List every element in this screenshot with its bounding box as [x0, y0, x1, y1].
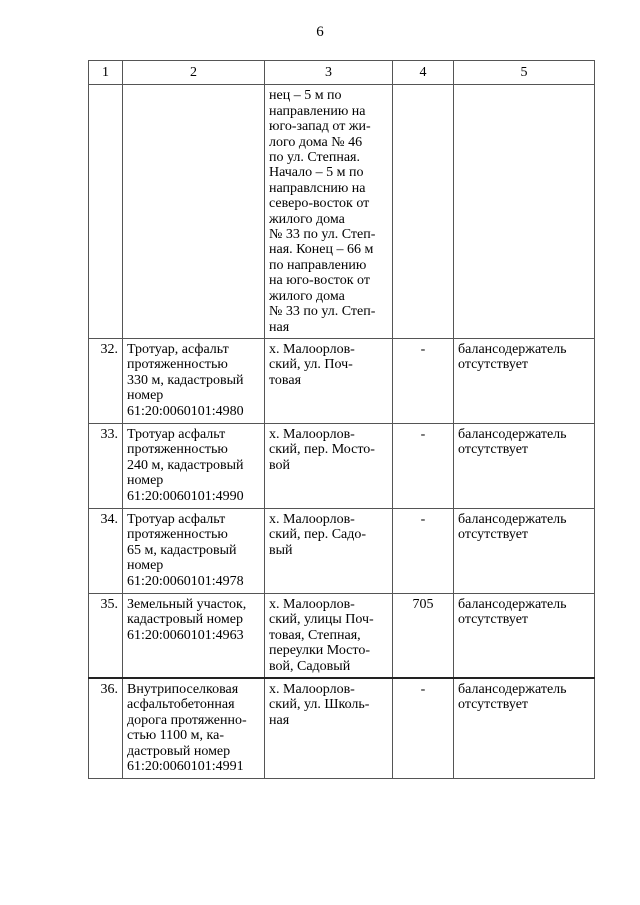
cell-holder — [454, 338, 595, 423]
header-col-1: 1 — [89, 61, 123, 85]
location-line: по направлению — [269, 257, 367, 273]
table-header — [89, 61, 595, 85]
cell-num: 33. — [89, 423, 123, 508]
location-line: товая, Степная, — [269, 627, 361, 643]
cell-location — [265, 338, 393, 423]
location-line: ский, пер. Садо- — [269, 527, 367, 543]
cell-holder — [454, 594, 595, 679]
cell-area — [393, 85, 454, 339]
location-line: вой — [269, 457, 291, 473]
location-line: № 33 по ул. Степ- — [269, 227, 376, 243]
description-line: Тротуар асфальт — [127, 426, 226, 442]
description-line: протяженностью — [127, 442, 228, 458]
location-line: по ул. Степная. — [269, 150, 360, 166]
cell-area: - — [393, 678, 454, 779]
table-row — [89, 678, 595, 779]
cell-description — [123, 85, 265, 339]
description-line: Тротуар, асфальт — [127, 341, 229, 357]
cell-holder — [454, 85, 595, 339]
location-line: х. Малоорлов- — [269, 341, 355, 357]
description-line: 61:20:0060101:4991 — [127, 759, 244, 775]
description-line: кадастровый номер — [127, 612, 243, 628]
description-line: номер — [127, 388, 164, 404]
description-line: 65 м, кадастровый — [127, 542, 237, 558]
description-line: 61:20:0060101:4978 — [127, 573, 244, 589]
cell-description — [123, 338, 265, 423]
holder-line: отсутствует — [458, 357, 529, 373]
location-line: жилого дома — [269, 288, 345, 304]
cell-area: - — [393, 508, 454, 593]
holder-line: балансодержатель — [458, 682, 567, 698]
cell-area: 705 — [393, 594, 454, 679]
cell-num: 32. — [89, 338, 123, 423]
description-line: номер — [127, 473, 164, 489]
cell-description — [123, 423, 265, 508]
cell-holder — [454, 508, 595, 593]
holder-line: отсутствует — [458, 612, 529, 628]
description-line: Тротуар асфальт — [127, 511, 226, 527]
description-line: стью 1100 м, ка- — [127, 728, 224, 744]
cell-location — [265, 594, 393, 679]
description-line: 330 м, кадастровый — [127, 372, 244, 388]
description-line: Земельный участок, — [127, 597, 247, 612]
location-line: жилого дома — [269, 211, 345, 227]
location-line: товая — [269, 372, 302, 388]
cell-description — [123, 594, 265, 679]
location-line: ная — [269, 319, 290, 335]
cell-area: - — [393, 423, 454, 508]
cell-description — [123, 678, 265, 779]
description-line: Внутрипоселковая — [127, 682, 239, 698]
cell-num: 36. — [89, 678, 123, 779]
registry-table — [88, 60, 595, 779]
location-line: переулки Мосто- — [269, 643, 370, 659]
location-line: юго-запад от жи- — [269, 119, 371, 135]
table-row — [89, 338, 595, 423]
header-col-5: 5 — [454, 61, 595, 85]
location-line: северо-восток от — [269, 196, 370, 212]
location-line: направлснию на — [269, 180, 366, 196]
cell-holder — [454, 423, 595, 508]
holder-line: отсутствует — [458, 442, 529, 458]
location-line: нец – 5 м по — [269, 88, 342, 104]
cell-num: 34. — [89, 508, 123, 593]
holder-line: балансодержатель — [458, 511, 567, 527]
description-line: дастровый номер — [127, 743, 231, 759]
cell-num: 35. — [89, 594, 123, 679]
location-line: № 33 по ул. Степ- — [269, 304, 376, 320]
location-line: лого дома № 46 — [269, 134, 363, 150]
cell-location — [265, 508, 393, 593]
cell-location — [265, 423, 393, 508]
cell-area: - — [393, 338, 454, 423]
location-line: х. Малоорлов- — [269, 511, 355, 527]
description-line: 61:20:0060101:4963 — [127, 627, 244, 643]
description-line: протяженностью — [127, 527, 228, 543]
table-row — [89, 594, 595, 679]
location-line: ский, пер. Мосто- — [269, 442, 375, 458]
location-line: ский, ул. Поч- — [269, 357, 353, 373]
description-line: 61:20:0060101:4990 — [127, 488, 244, 504]
header-col-2: 2 — [123, 61, 265, 85]
description-line: 61:20:0060101:4980 — [127, 403, 244, 419]
page-number: 6 — [316, 24, 324, 40]
header-row — [89, 61, 595, 85]
table-row — [89, 423, 595, 508]
location-line: направлению на — [269, 103, 366, 119]
location-line: х. Малоорлов- — [269, 682, 355, 698]
description-line: дорога протяженно- — [127, 712, 247, 728]
holder-line: балансодержатель — [458, 426, 567, 442]
cell-location — [265, 85, 393, 339]
cell-num — [89, 85, 123, 339]
holder-line: отсутствует — [458, 697, 529, 713]
table-row — [89, 508, 595, 593]
location-line: ский, улицы Поч- — [269, 612, 374, 628]
cell-location — [265, 678, 393, 779]
header-col-3: 3 — [265, 61, 393, 85]
description-line: протяженностью — [127, 357, 228, 373]
cell-description — [123, 508, 265, 593]
holder-line: балансодержатель — [458, 341, 567, 357]
location-line: вый — [269, 542, 293, 558]
description-line: 240 м, кадастровый — [127, 457, 244, 473]
continuation-row — [89, 85, 595, 339]
location-line: ная. Конец – 66 м — [269, 242, 374, 258]
holder-line: отсутствует — [458, 527, 529, 543]
location-line: х. Малоорлов- — [269, 597, 355, 612]
header-col-4: 4 — [393, 61, 454, 85]
location-line: вой, Садовый — [269, 658, 351, 674]
location-line: ная — [269, 712, 290, 728]
holder-line: балансодержатель — [458, 597, 567, 612]
description-line: номер — [127, 558, 164, 574]
location-line: ский, ул. Школь- — [269, 697, 370, 713]
cell-holder — [454, 678, 595, 779]
location-line: х. Малоорлов- — [269, 426, 355, 442]
description-line: асфальтобетонная — [127, 697, 235, 713]
location-line: на юго-восток от — [269, 273, 370, 289]
location-line: Начало – 5 м по — [269, 165, 364, 181]
